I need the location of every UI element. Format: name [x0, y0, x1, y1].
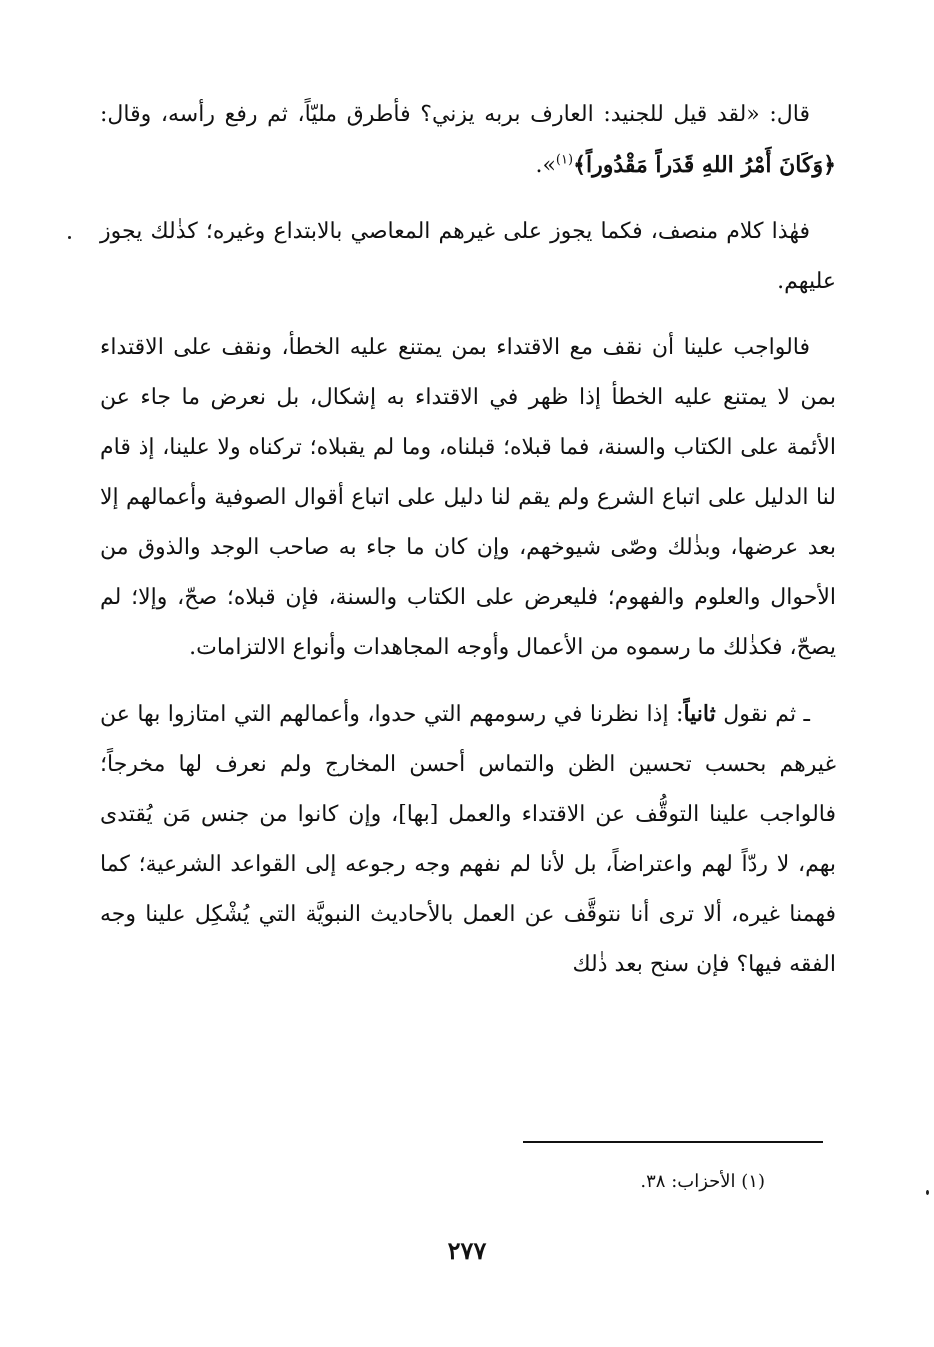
scan-speck: [926, 1190, 929, 1195]
footnote: (١) الأحزاب: ٣٨.: [640, 1171, 765, 1192]
paragraph-body-text: : إذا نظرنا في رسومهم التي حدوا، وأعمالهم التي امتازوا بها عن غيرهم بحسب تحسين الظن والتماس أحسن المخارج ولم نعرف لها مخرجاً؛ فالواجب علينا التوقُّف عن الاقتداء والعمل [بها]، وإن كانوا من جنس مَن يُقتدى بهم، لا ردّاً لهم واعتراضاً، بل لأنا لم نفهم وجه رجوعه إلى القواعد الشرعية؛ كما فهمنا غيره، ألا ترى أنا نتوقَّف عن العمل بالأحاديث النبويَّة التي يُشْكِل علينا وجه الفقه فيها؟ فإن سنح بعد ذٰلك: [100, 702, 836, 977]
footnote-separator: [523, 1141, 823, 1143]
paragraph-text: فهٰذا كلام منصف، فكما يجوز على غيرهم المعاصي بالابتداع وغيره؛ كذٰلك يجوز عليهم.: [100, 219, 836, 294]
paragraph-keyword: ثانياً: [683, 701, 716, 727]
paragraph-intro-text: قال: «لقد قيل للجنيد: العارف بربه يزني؟ فأطرق مليّاً، ثم رفع رأسه، وقال:: [100, 102, 810, 127]
footnote-marker: (١): [555, 152, 574, 168]
main-text: [100, 90, 836, 1006]
scan-speck: [68, 236, 71, 239]
paragraph-text: فالواجب علينا أن نقف مع الاقتداء بمن يمتنع عليه الخطأ، ونقف على الاقتداء بمن لا يمتنع عليه الخطأ إذا ظهر في الاقتداء به إشكال، بل نعرض ما جاء عن الأئمة على الكتاب والسنة، فما قبلاه؛ قبلناه، وما لم يقبلاه؛ تركناه ولا علينا، إذ قام لنا الدليل على اتباع الشرع ولم يقم لنا دليل على اتباع أقوال الصوفية وأعمالهم إلا بعد عرضها، وبذٰلك وصّى شيوخهم، وإن كان ما جاء به صاحب الوجد والذوق من الأحوال والعلوم والفهوم؛ فليعرض على الكتاب والسنة، فإن قبلاه؛ صحّ، وإلا؛ لم يصحّ، فكذٰلك ما رسموه من الأعمال وأوجه المجاهدات وأنواع الالتزامات.: [100, 335, 836, 660]
paragraph-junayd-quote: [100, 90, 836, 191]
page-number: ٢٧٧: [447, 1236, 487, 1265]
paragraph-fair-statement: [100, 207, 836, 307]
paragraph-obligation: [100, 323, 836, 673]
paragraph-lead-text: ـ ثم نقول: [715, 702, 810, 727]
quran-verse: ﴿وَكَانَ أَمْرُ اللهِ قَدَراً مَقْدُوراً﴾: [573, 152, 836, 178]
paragraph-closing: ».: [535, 153, 556, 178]
paragraph-secondly: [100, 689, 836, 990]
